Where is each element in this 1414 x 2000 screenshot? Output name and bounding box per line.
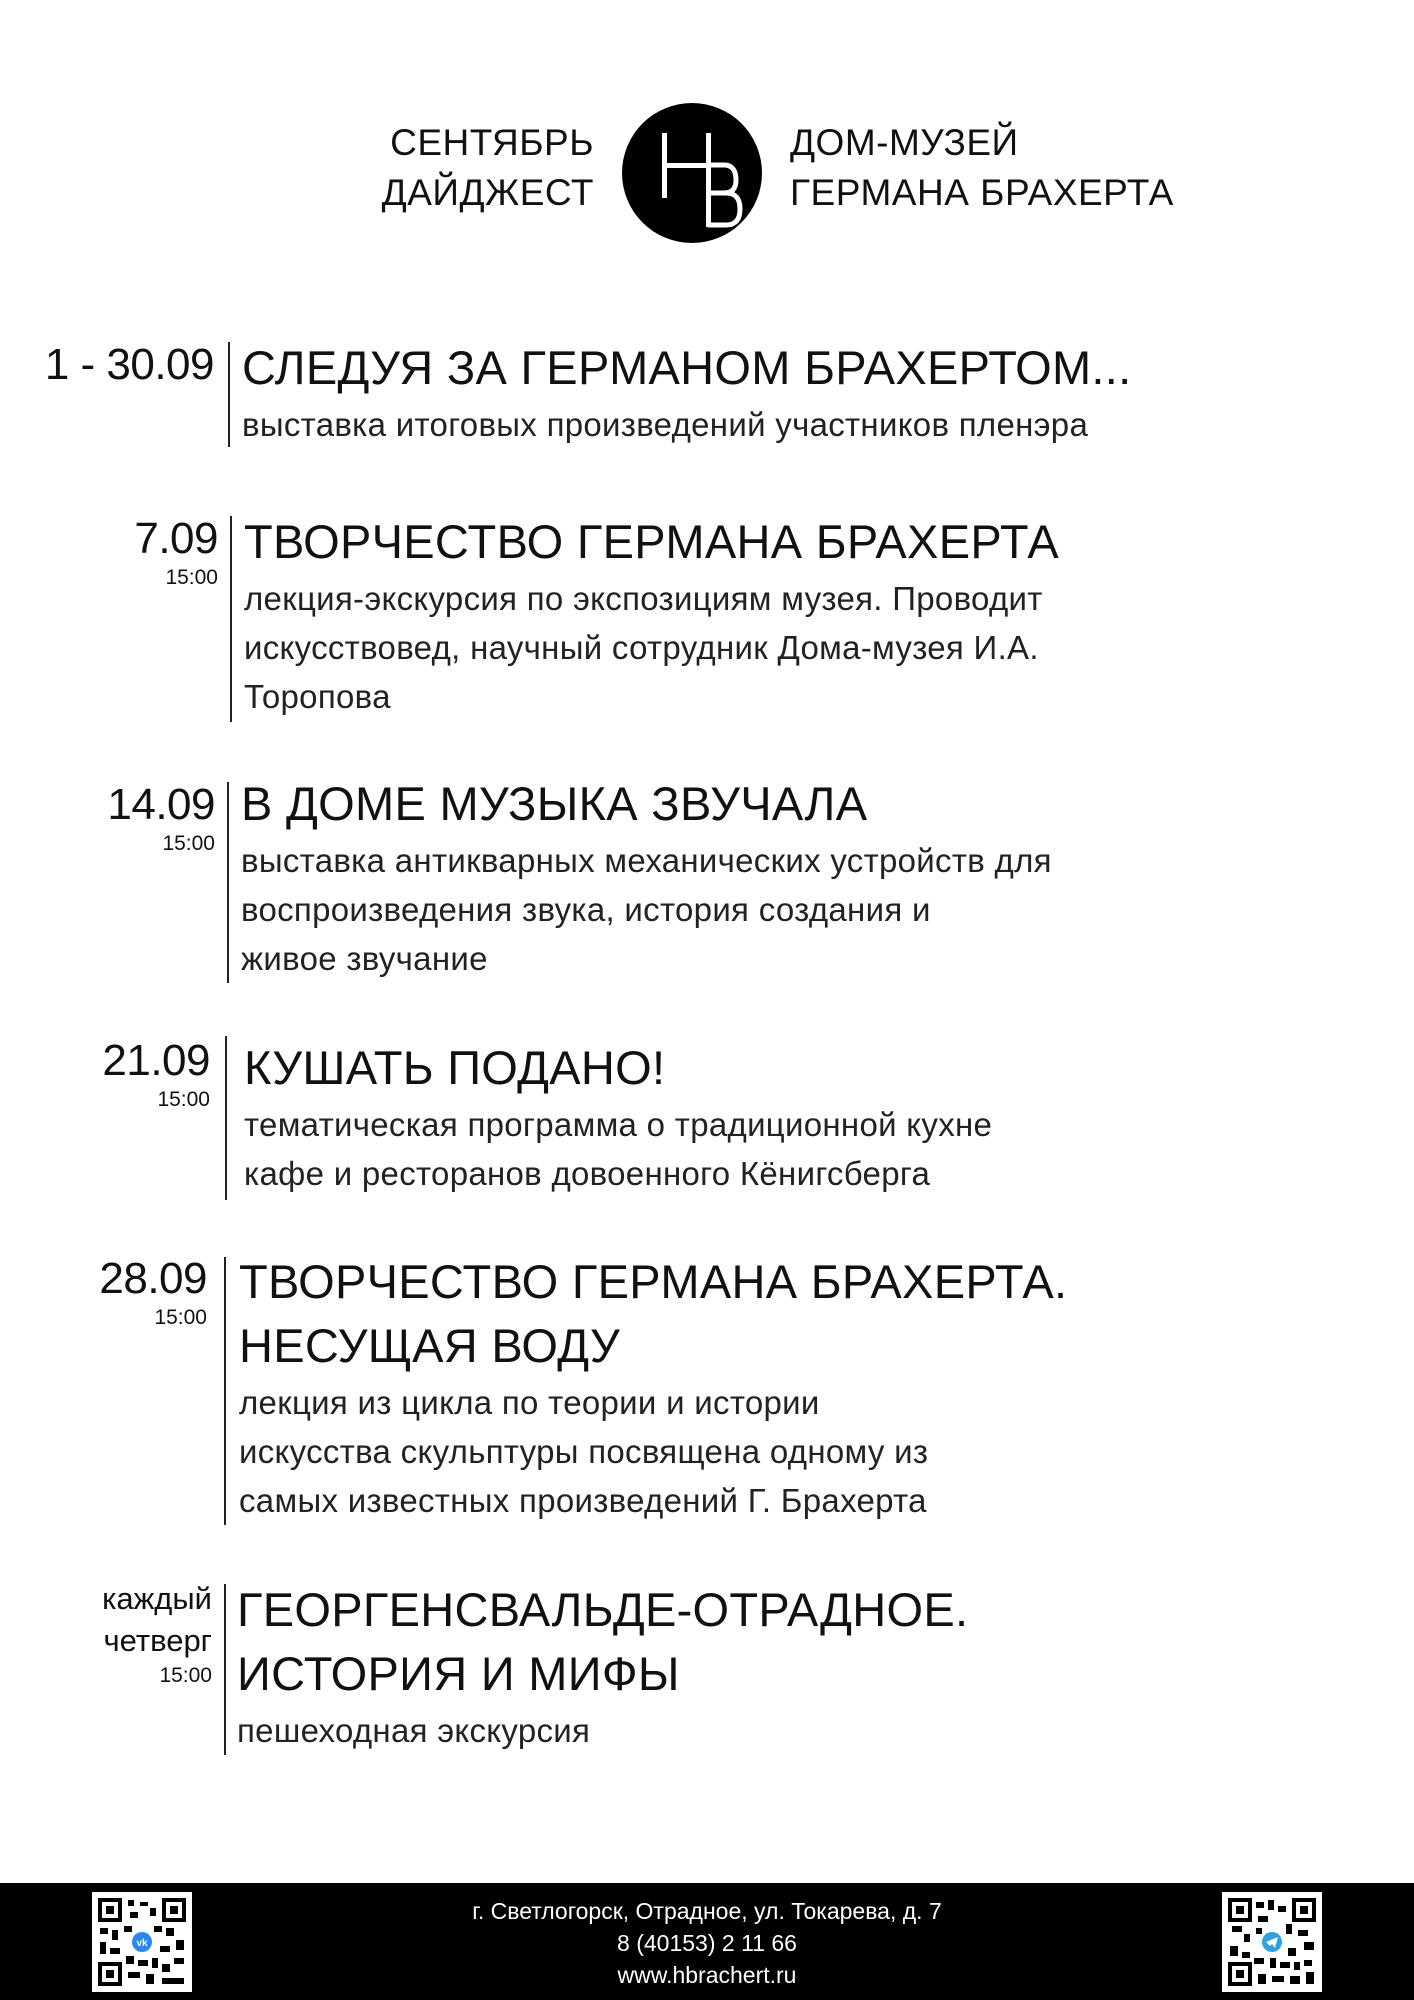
vk-qr-code[interactable] <box>92 1892 192 1992</box>
telegram-qr-code[interactable] <box>1222 1892 1322 1992</box>
event-description-line: Торопова <box>244 678 391 715</box>
event-date-block <box>134 514 218 592</box>
digest-label: ДАЙДЖЕСТ <box>381 172 594 213</box>
svg-text:vk: vk <box>136 1938 148 1949</box>
event-description-line: кафе и ресторанов довоенного Кёнигсберга <box>244 1155 931 1192</box>
event-content <box>244 1036 992 1198</box>
footer <box>0 1883 1414 2000</box>
event-description-line: искусства скульптуры посвящена одному из <box>239 1433 929 1470</box>
event-date: 28.09 <box>99 1254 207 1303</box>
event-time: 15:00 <box>159 1664 212 1687</box>
event-content <box>241 772 1052 983</box>
event-weekday-line: каждый <box>102 1581 212 1616</box>
website-link[interactable]: www.hbrachert.ru <box>617 1962 797 1988</box>
event-title: СЛЕДУЯ ЗА ГЕРМАНОМ БРАХЕРТОМ... <box>242 341 1132 394</box>
event-title-line: ИСТОРИЯ И МИФЫ <box>237 1647 680 1700</box>
event-title-line: ГЕОРГЕНСВАЛЬДЕ-ОТРАДНОЕ. <box>237 1583 969 1636</box>
event-description-line: лекция из цикла по теории и истории <box>239 1384 820 1421</box>
event-weekday-line: четверг <box>103 1623 212 1658</box>
event-divider <box>230 516 232 722</box>
event-description-line: самых известных произведений Г. Брахерта <box>239 1482 927 1519</box>
address: г. Светлогорск, Отрадное, ул. Токарева, д. 7 <box>472 1898 942 1924</box>
event-description-line: лекция-экскурсия по экспозициям музея. Проводит <box>244 580 1043 617</box>
qr-code-icon <box>1228 1898 1316 1986</box>
museum-logo <box>622 103 762 243</box>
event-content <box>239 1250 1067 1525</box>
museum-name-line2: ГЕРМАНА БРАХЕРТА <box>790 172 1174 213</box>
event-date-block <box>99 1254 207 1332</box>
event-divider <box>225 1036 227 1200</box>
event-divider <box>224 1584 226 1755</box>
event-time: 15:00 <box>165 566 218 589</box>
event-date-block <box>102 1578 212 1690</box>
event-description-line: искусствовед, научный сотрудник Дома-музея И.А. <box>244 629 1039 666</box>
museum-name-line1: ДОМ-МУЗЕЙ <box>790 122 1019 163</box>
event-description-line: воспроизведения звука, история создания и <box>241 891 931 928</box>
event-description: пешеходная экскурсия <box>237 1712 591 1749</box>
event-content <box>242 336 1132 449</box>
event-description-line: выставка антикварных механических устройств для <box>241 842 1052 879</box>
hb-monogram-icon <box>622 103 762 243</box>
event-divider <box>228 342 230 447</box>
event-time: 15:00 <box>154 1306 207 1329</box>
event-content <box>237 1578 968 1755</box>
event-date-block <box>45 340 214 390</box>
event-divider <box>227 782 229 983</box>
event-title: КУШАТЬ ПОДАНО! <box>244 1041 666 1094</box>
event-date: 1 - 30.09 <box>44 340 214 389</box>
phone-number[interactable]: 8 (40153) 2 11 66 <box>617 1930 797 1956</box>
event-date-block <box>102 1036 210 1114</box>
event-description: выставка итоговых произведений участников пленэра <box>242 406 1089 443</box>
event-time: 15:00 <box>162 832 215 855</box>
event-title: В ДОМЕ МУЗЫКА ЗВУЧАЛА <box>241 777 868 830</box>
event-time: 15:00 <box>157 1088 210 1111</box>
event-date: 21.09 <box>102 1036 210 1085</box>
event-description-line: живое звучание <box>241 940 488 977</box>
event-title: ТВОРЧЕСТВО ГЕРМАНА БРАХЕРТА <box>244 515 1059 568</box>
museum-name <box>790 118 1210 218</box>
event-description-line: тематическая программа о традиционной кухне <box>244 1106 993 1143</box>
event-date: 14.09 <box>107 780 215 829</box>
event-title-line: ТВОРЧЕСТВО ГЕРМАНА БРАХЕРТА. <box>239 1255 1068 1308</box>
qr-code-icon <box>98 1898 186 1986</box>
digest-month: СЕНТЯБРЬ <box>390 122 594 163</box>
event-title-line: НЕСУЩАЯ ВОДУ <box>239 1319 621 1372</box>
event-content <box>244 510 1059 721</box>
event-date: 7.09 <box>134 514 218 563</box>
contact-info <box>400 1895 1014 1991</box>
event-date-block <box>107 780 215 858</box>
event-divider <box>224 1257 226 1525</box>
digest-title <box>300 118 594 218</box>
